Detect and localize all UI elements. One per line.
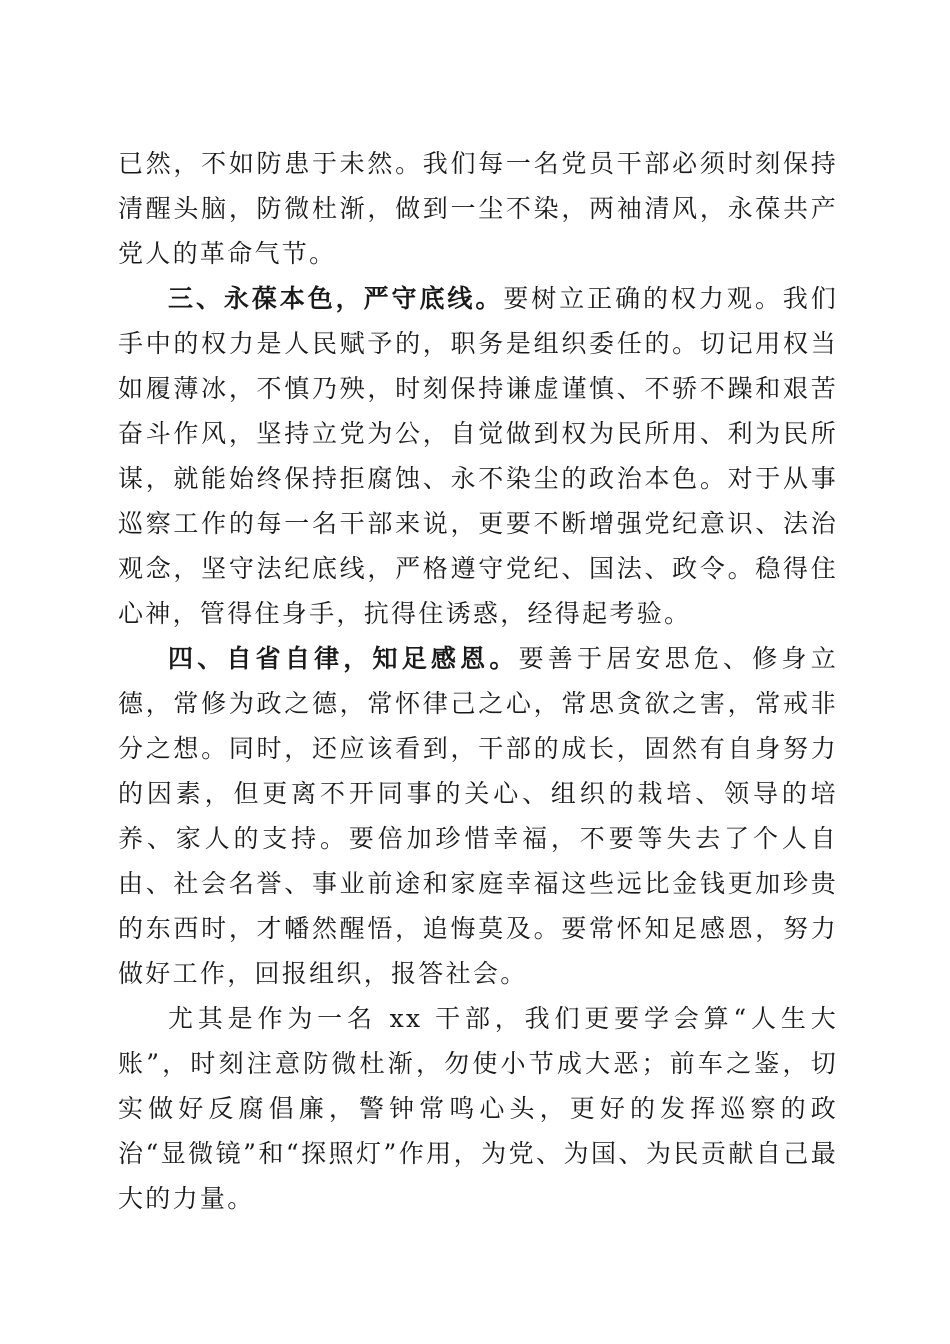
paragraph-section-three [118, 276, 838, 636]
document-body [118, 141, 838, 1221]
conclusion-text: 尤其是作为一名 xx 干部，我们更要学会算“人生大账”，时刻注意防微杜渐，勿使小节成大恶；前车之鉴，切实做好反腐倡廉，警钟常鸣心头，更好的发挥巡察的政治“显微镜”和“探照灯”作用，为党、为国、为民贡献自己最大的力量。 [118, 1004, 838, 1213]
section-four-text: 要善于居安思危、修身立德，常修为政之德，常怀律己之心，常思贪欲之害，常戒非分之想。同时，还应该看到，干部的成长，固然有自身努力的因素，但更离不开同事的关心、组织的栽培、领导的培养、家人的支持。要倍加珍惜幸福，不要等失去了个人自由、社会名誉、事业前途和家庭幸福这些远比金钱更加珍贵的东西时，才幡然醒悟，追悔莫及。要常怀知足感恩，努力做好工作，回报组织，报答社会。 [118, 644, 838, 988]
section-three-text: 要树立正确的权力观。我们手中的权力是人民赋予的，职务是组织委任的。切记用权当如履薄冰，不慎乃殃，时刻保持谦虚谨慎、不骄不躁和艰苦奋斗作风，坚持立党为公，自觉做到权为民所用、利为民所谋，就能始终保持拒腐蚀、永不染尘的政治本色。对于从事巡察工作的每一名干部来说，更要不断增强党纪意识、法治观念，坚守法纪底线，严格遵守党纪、国法、政令。稳得住心神，管得住身手，抗得住诱惑，经得起考验。 [118, 284, 838, 628]
paragraph-section-four [118, 636, 838, 996]
section-three-heading: 三、永葆本色，严守底线。 [168, 284, 504, 313]
paragraph-conclusion [118, 996, 838, 1221]
paragraph-continuation [118, 141, 838, 276]
section-four-heading: 四、自省自律，知足感恩。 [168, 644, 519, 673]
paragraph-1-text: 已然，不如防患于未然。我们每一名党员干部必须时刻保持清醒头脑，防微杜渐，做到一尘不染，两袖清风，永葆共产党人的革命气节。 [118, 149, 838, 268]
